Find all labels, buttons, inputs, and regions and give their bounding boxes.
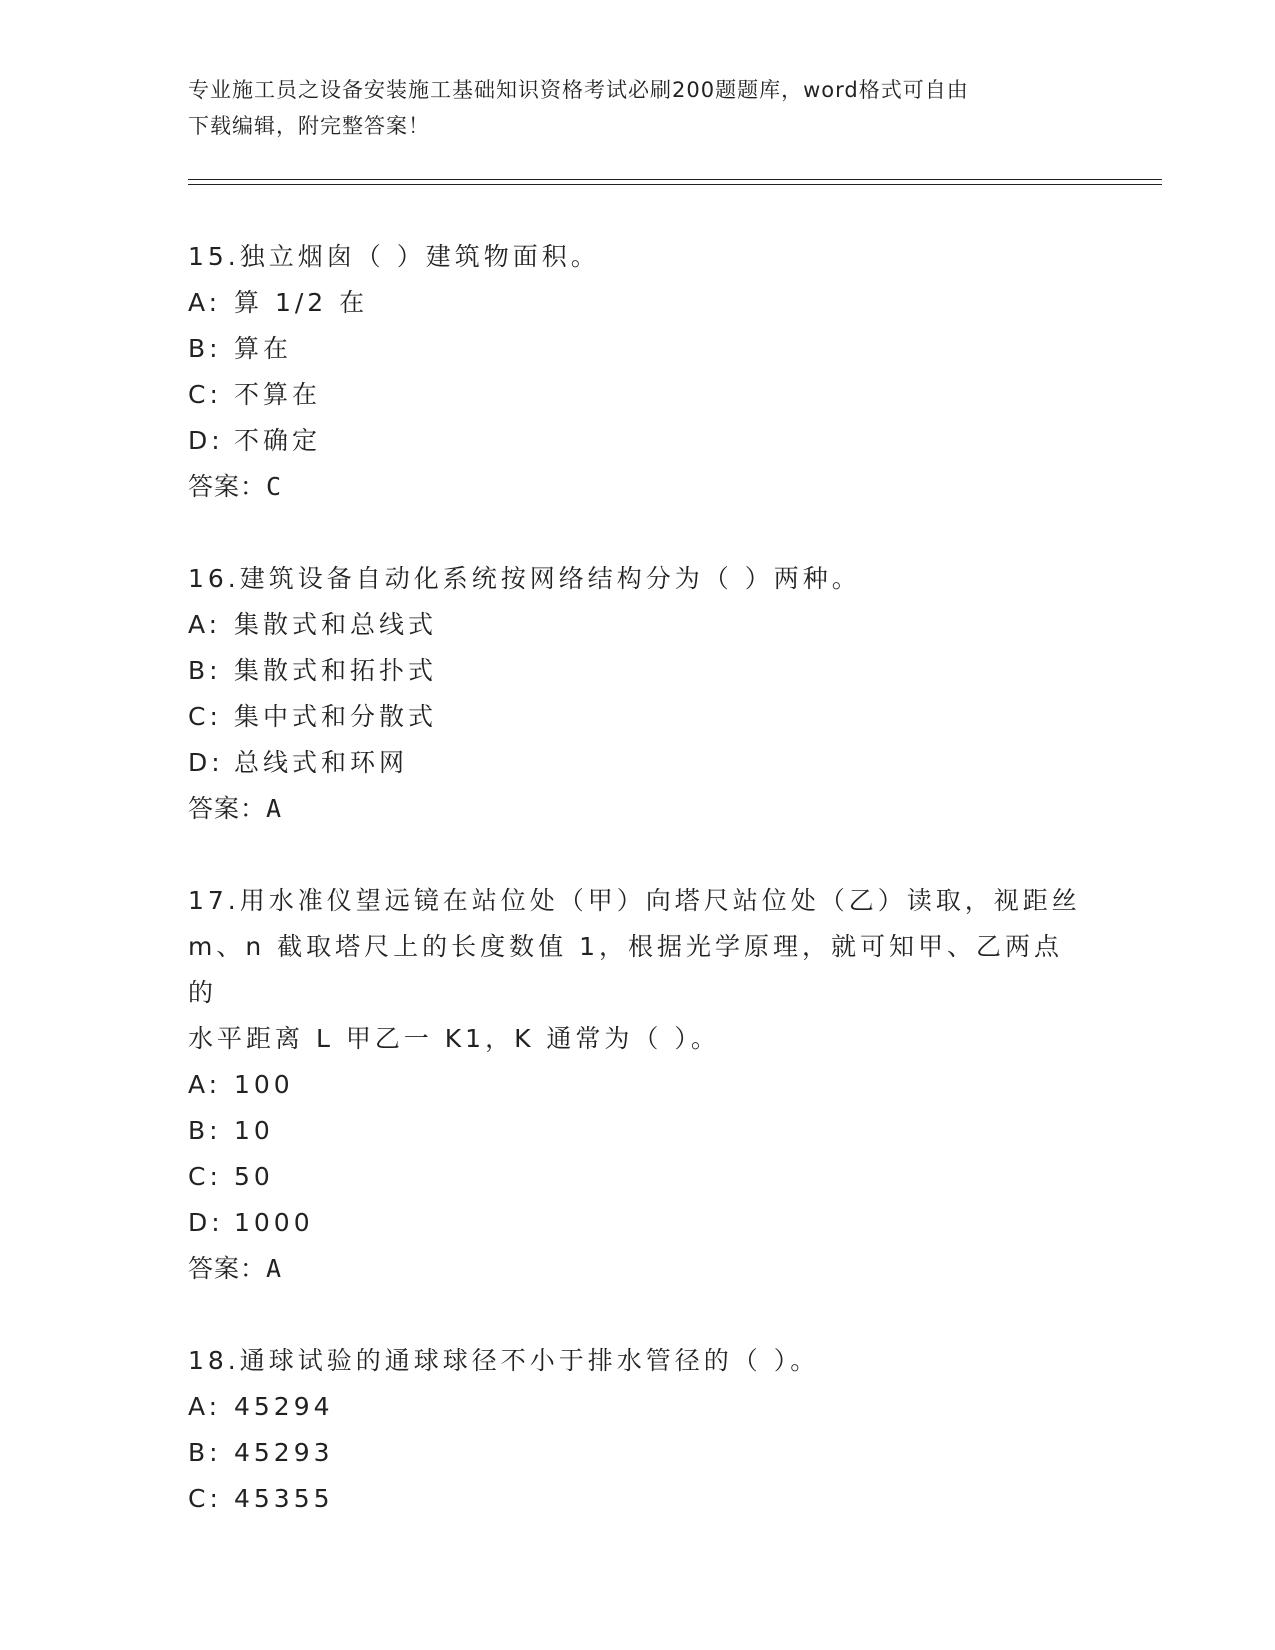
option-c	[188, 694, 1088, 740]
option-a	[188, 1384, 1088, 1430]
header-divider-bottom	[188, 184, 1162, 185]
question-stem	[188, 234, 1088, 280]
option-text: 集散式和拓扑式	[234, 656, 438, 685]
option-b	[188, 326, 1088, 372]
option-text: 集散式和总线式	[234, 610, 438, 639]
question-17	[188, 878, 1088, 1292]
option-b	[188, 648, 1088, 694]
option-text: 45294	[234, 1392, 334, 1421]
option-label: B:	[188, 656, 222, 685]
option-text: 45355	[234, 1484, 334, 1513]
header-divider-top	[188, 179, 1162, 180]
option-label: A:	[188, 1392, 222, 1421]
option-text: 1000	[234, 1208, 314, 1237]
option-b	[188, 1108, 1088, 1154]
question-15	[188, 234, 1088, 510]
option-text: 算 1/2 在	[234, 288, 369, 317]
question-stem	[188, 1338, 1088, 1384]
option-text: 总线式和环网	[234, 748, 409, 777]
stem-line: m、n 截取塔尺上的长度数值 1，根据光学原理，就可知甲、乙两点的	[188, 932, 1063, 1007]
stem-line: 18.通球试验的通球球径不小于排水管径的（ ）。	[188, 1346, 820, 1375]
option-label: D:	[188, 426, 224, 455]
option-label: D:	[188, 1208, 224, 1237]
question-18	[188, 1338, 1088, 1522]
question-list	[188, 234, 1088, 1568]
option-label: C:	[188, 1162, 222, 1191]
option-a	[188, 280, 1088, 326]
option-d	[188, 418, 1088, 464]
option-label: C:	[188, 380, 222, 409]
option-d	[188, 740, 1088, 786]
option-a	[188, 1062, 1088, 1108]
option-c	[188, 372, 1088, 418]
header-line-1: 专业施工员之设备安装施工基础知识资格考试必刷200题题库，word格式可自由	[188, 78, 969, 102]
option-text: 100	[234, 1070, 294, 1099]
option-label: C:	[188, 1484, 222, 1513]
answer-line: 答案：C	[188, 472, 283, 501]
option-label: B:	[188, 1438, 222, 1467]
option-text: 算在	[234, 334, 293, 363]
option-label: C:	[188, 702, 222, 731]
question-stem	[188, 556, 1088, 602]
header-line-2: 下载编辑，附完整答案！	[188, 114, 430, 138]
option-text: 集中式和分散式	[234, 702, 438, 731]
option-text: 50	[234, 1162, 274, 1191]
option-label: D:	[188, 748, 224, 777]
option-text: 10	[234, 1116, 274, 1145]
question-stem	[188, 878, 1088, 1062]
option-label: A:	[188, 1070, 222, 1099]
option-label: B:	[188, 1116, 222, 1145]
question-16	[188, 556, 1088, 832]
document-header	[188, 72, 1088, 144]
stem-line: 水平距离 L 甲乙一 K1，K 通常为（ ）。	[188, 1024, 720, 1053]
option-a	[188, 602, 1088, 648]
stem-line: 15.独立烟囱（ ）建筑物面积。	[188, 242, 600, 271]
option-label: B:	[188, 334, 222, 363]
option-c	[188, 1476, 1088, 1522]
answer-line: 答案：A	[188, 794, 283, 823]
option-label: A:	[188, 288, 222, 317]
option-text: 不确定	[234, 426, 322, 455]
option-d	[188, 1200, 1088, 1246]
answer-line: 答案：A	[188, 1254, 283, 1283]
stem-line: 16.建筑设备自动化系统按网络结构分为（ ）两种。	[188, 564, 861, 593]
option-b	[188, 1430, 1088, 1476]
option-text: 不算在	[234, 380, 322, 409]
option-text: 45293	[234, 1438, 334, 1467]
stem-line: 17.用水准仪望远镜在站位处（甲）向塔尺站位处（乙）读取，视距丝	[188, 886, 1081, 915]
option-label: A:	[188, 610, 222, 639]
option-c	[188, 1154, 1088, 1200]
